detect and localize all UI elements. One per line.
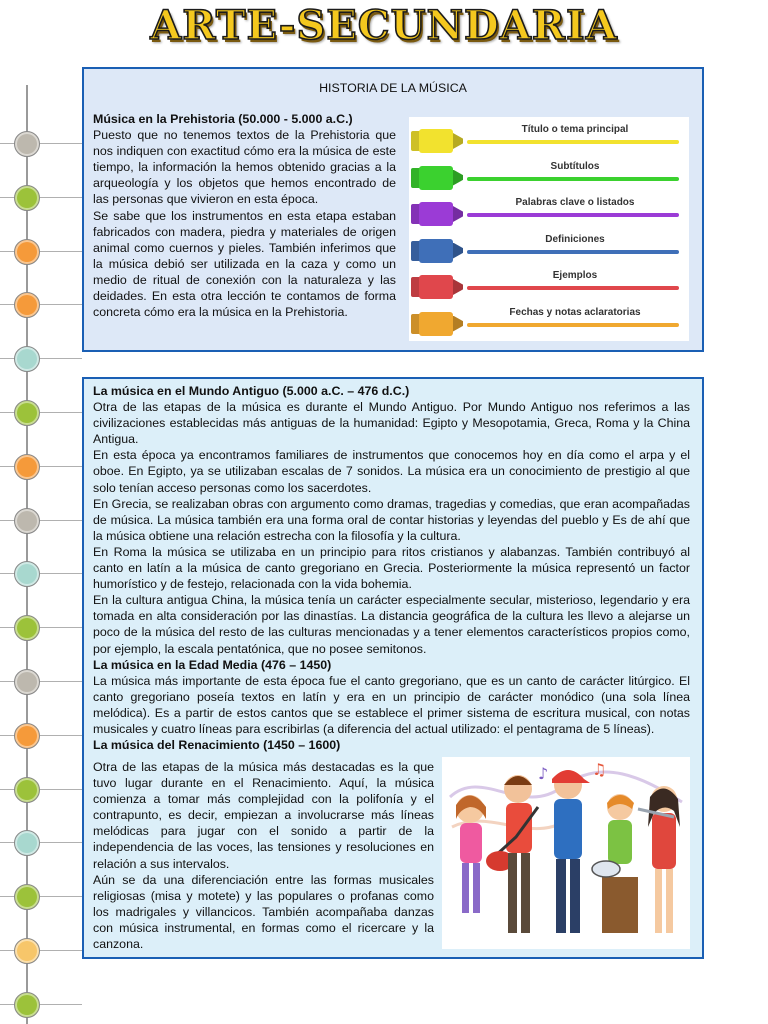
timeline-branch (0, 789, 82, 790)
paragraph: En esta época ya encontramos familiares de instrumentos que conocemos hoy en día como el arpa y el oboe. En Egipto, ya se utilizaban escalas de 7 sonidos. La música era un conocimiento de prestigio al que solo tenían acceso personas como los sacerdotes. (93, 448, 690, 495)
paragraph: En Roma la música se utilizaba en un principio para ritos cristianos y alabanzas. También contribuyó al canto en latín a la música de canto gregoriano en Grecia. Posteriormente la música representó un factor humorístico y de festejo, relacionada con la vida bohemia. (93, 544, 690, 592)
paragraph: Otra de las etapas de la música es durante el Mundo Antiguo. Por Mundo Antiguo nos referimos a las civilizaciones establecidas más antiguas de la humanidad: Egipto y Mesopotamia, Greca, Roma y la China Antigua. (93, 400, 690, 447)
legend-row (409, 160, 689, 196)
highlighter-tip (453, 133, 463, 149)
timeline-dot (14, 454, 40, 480)
highlighter-stroke (467, 213, 679, 217)
highlighter-tip (453, 243, 463, 259)
highlighter-stroke (467, 250, 679, 254)
timeline-line (26, 85, 28, 1024)
legend-label: Subtítulos (550, 160, 600, 172)
timeline-dot (14, 400, 40, 426)
timeline-dot (14, 508, 40, 534)
timeline-branch (0, 950, 82, 951)
legend-label: Fechas y notas aclaratorias (509, 306, 641, 318)
timeline-branch (0, 842, 82, 843)
timeline-branch (0, 735, 82, 736)
timeline-dot (14, 777, 40, 803)
timeline-dot (14, 938, 40, 964)
svg-text:♪: ♪ (538, 764, 549, 783)
highlighter-tip (453, 206, 463, 222)
timeline-dot (14, 723, 40, 749)
timeline-branch (0, 627, 82, 628)
timeline-dot (14, 669, 40, 695)
children-musicians-image (442, 757, 690, 949)
timeline-dot (14, 346, 40, 372)
timeline-dot (14, 615, 40, 641)
timeline-decoration (0, 0, 82, 1024)
highlighter-body (419, 239, 453, 263)
highlighter-body (419, 166, 453, 190)
section-heading: La música en el Mundo Antiguo (5.000 a.C. – 476 d.C.) (93, 384, 410, 398)
section-heading: La música en la Edad Media (476 – 1450) (93, 657, 332, 672)
legend-row (409, 123, 689, 159)
paragraph: Se sabe que los instrumentos en esta etapa estaban fabricados con madera, piedra y materiales de origen animal como cuernos y pieles. También inferimos que la música debió ser utilizada en la caza y como un medio de ritual de conexión con la naturaleza y las deidades. En esta otra lección te contamos de forma concreta cómo era la música en la Prehistoria. (93, 208, 396, 320)
timeline-branch (0, 251, 82, 252)
paragraph: La música más importante de esta época fue el canto gregoriano, que es un canto de carácter litúrgico. El canto gregoriano poseía textos en latín y era en un principio de carácter monódico (una sola línea melódica). Es a partir de estos cantos que se establece el primer sistema de escritura musical, con notas musicales y cuatro líneas para escribirlas (a diferencia del actual utilizado: el pentagrama de 5 líneas). (93, 673, 690, 736)
section-heading: Música en la Prehistoria (50.000 - 5.000 a.C.) (93, 112, 353, 126)
timeline-branch (0, 896, 82, 897)
legend-row (409, 269, 689, 305)
legend-label: Definiciones (545, 233, 605, 245)
history-section (82, 377, 704, 959)
timeline-dot (14, 830, 40, 856)
timeline-branch (0, 358, 82, 359)
timeline-branch (0, 1004, 82, 1005)
legend-row (409, 306, 689, 342)
timeline-dot (14, 185, 40, 211)
timeline-dot (14, 292, 40, 318)
highlighter-body (419, 275, 453, 299)
legend-label: Título o tema principal (521, 124, 629, 135)
section-heading: La música del Renacimiento (1450 – 1600) (93, 738, 341, 753)
timeline-dot (14, 561, 40, 587)
highlighter-tip (453, 170, 463, 186)
legend-label: Palabras clave o listados (515, 197, 635, 208)
paragraph: Otra de las etapas de la música más destacadas es la que tuvo lugar durante en el Renacimiento. Aquí, la música comienza a tomar más complejidad con la polifonía y el contrapunto, es decir, empiezan a involucrarse más líneas melódicas para jugar con el sonido a partir de la independencia de las voces, las tensiones y resoluciones en relación a sus intervalos. (93, 760, 434, 871)
prehistory-section (82, 67, 704, 352)
document-title: HISTORIA DE LA MÚSICA (319, 81, 467, 95)
site-logo: ARTE-SECUNDARIA (150, 2, 618, 49)
paragraph: Aún se da una diferenciación entre las formas musicales religiosas (misa y motete) y las populares o profanas como los madrigales y villancicos. También acompañaba danzas con música instrumental, en formas como el ricercare y la canzona. (93, 872, 434, 952)
legend-row (409, 233, 689, 269)
highlighter-body (419, 129, 453, 153)
svg-text:♫: ♫ (592, 760, 607, 779)
timeline-dot (14, 992, 40, 1018)
timeline-dot (14, 239, 40, 265)
highlighter-stroke (467, 323, 679, 327)
timeline-branch (0, 466, 82, 467)
paragraph: En Grecia, se realizaban obras con argumento como dramas, tragedias y comedias, que eran acompañadas de música. La música también era una forma oral de contar historias y leyendas del pueblo y Es de ahí que la música obtiene una relación estrecha con la filosofía y la cultura. (93, 496, 690, 543)
paragraph: Puesto que no tenemos textos de la Prehistoria que nos indiquen con exactitud cómo era la música de este tiempo, la información la hemos obtenido gracias a la arqueología y los objetos que hemos encontrado de las personas que vivieron en esta época. (93, 128, 396, 207)
timeline-branch (0, 520, 82, 521)
legend-row (409, 196, 689, 232)
timeline-branch (0, 573, 82, 574)
highlighter-body (419, 202, 453, 226)
timeline-branch (0, 412, 82, 413)
highlighter-tip (453, 316, 463, 332)
legend-label: Ejemplos (552, 270, 598, 281)
timeline-branch (0, 143, 82, 144)
timeline-dot (14, 131, 40, 157)
timeline-dot (14, 884, 40, 910)
highlighter-stroke (467, 177, 679, 181)
highlighter-legend (409, 117, 689, 341)
highlighter-stroke (467, 140, 679, 144)
timeline-branch (0, 304, 82, 305)
highlighter-body (419, 312, 453, 336)
highlighter-tip (453, 279, 463, 295)
timeline-branch (0, 197, 82, 198)
timeline-branch (0, 681, 82, 682)
highlighter-stroke (467, 286, 679, 290)
musicians-illustration (442, 757, 690, 949)
paragraph: En la cultura antigua China, la música tenía un carácter especialmente secular, misterioso, legendario y era tomada en alta consideración por las dinastías. La distancia geográfica de la cultura les llevo a alejarse un poco de la música del resto de las culturas mencionadas y a tener elementos característicos propios como, por ejemplo, la escala pentatónica, que no posee semitonos. (93, 593, 690, 656)
